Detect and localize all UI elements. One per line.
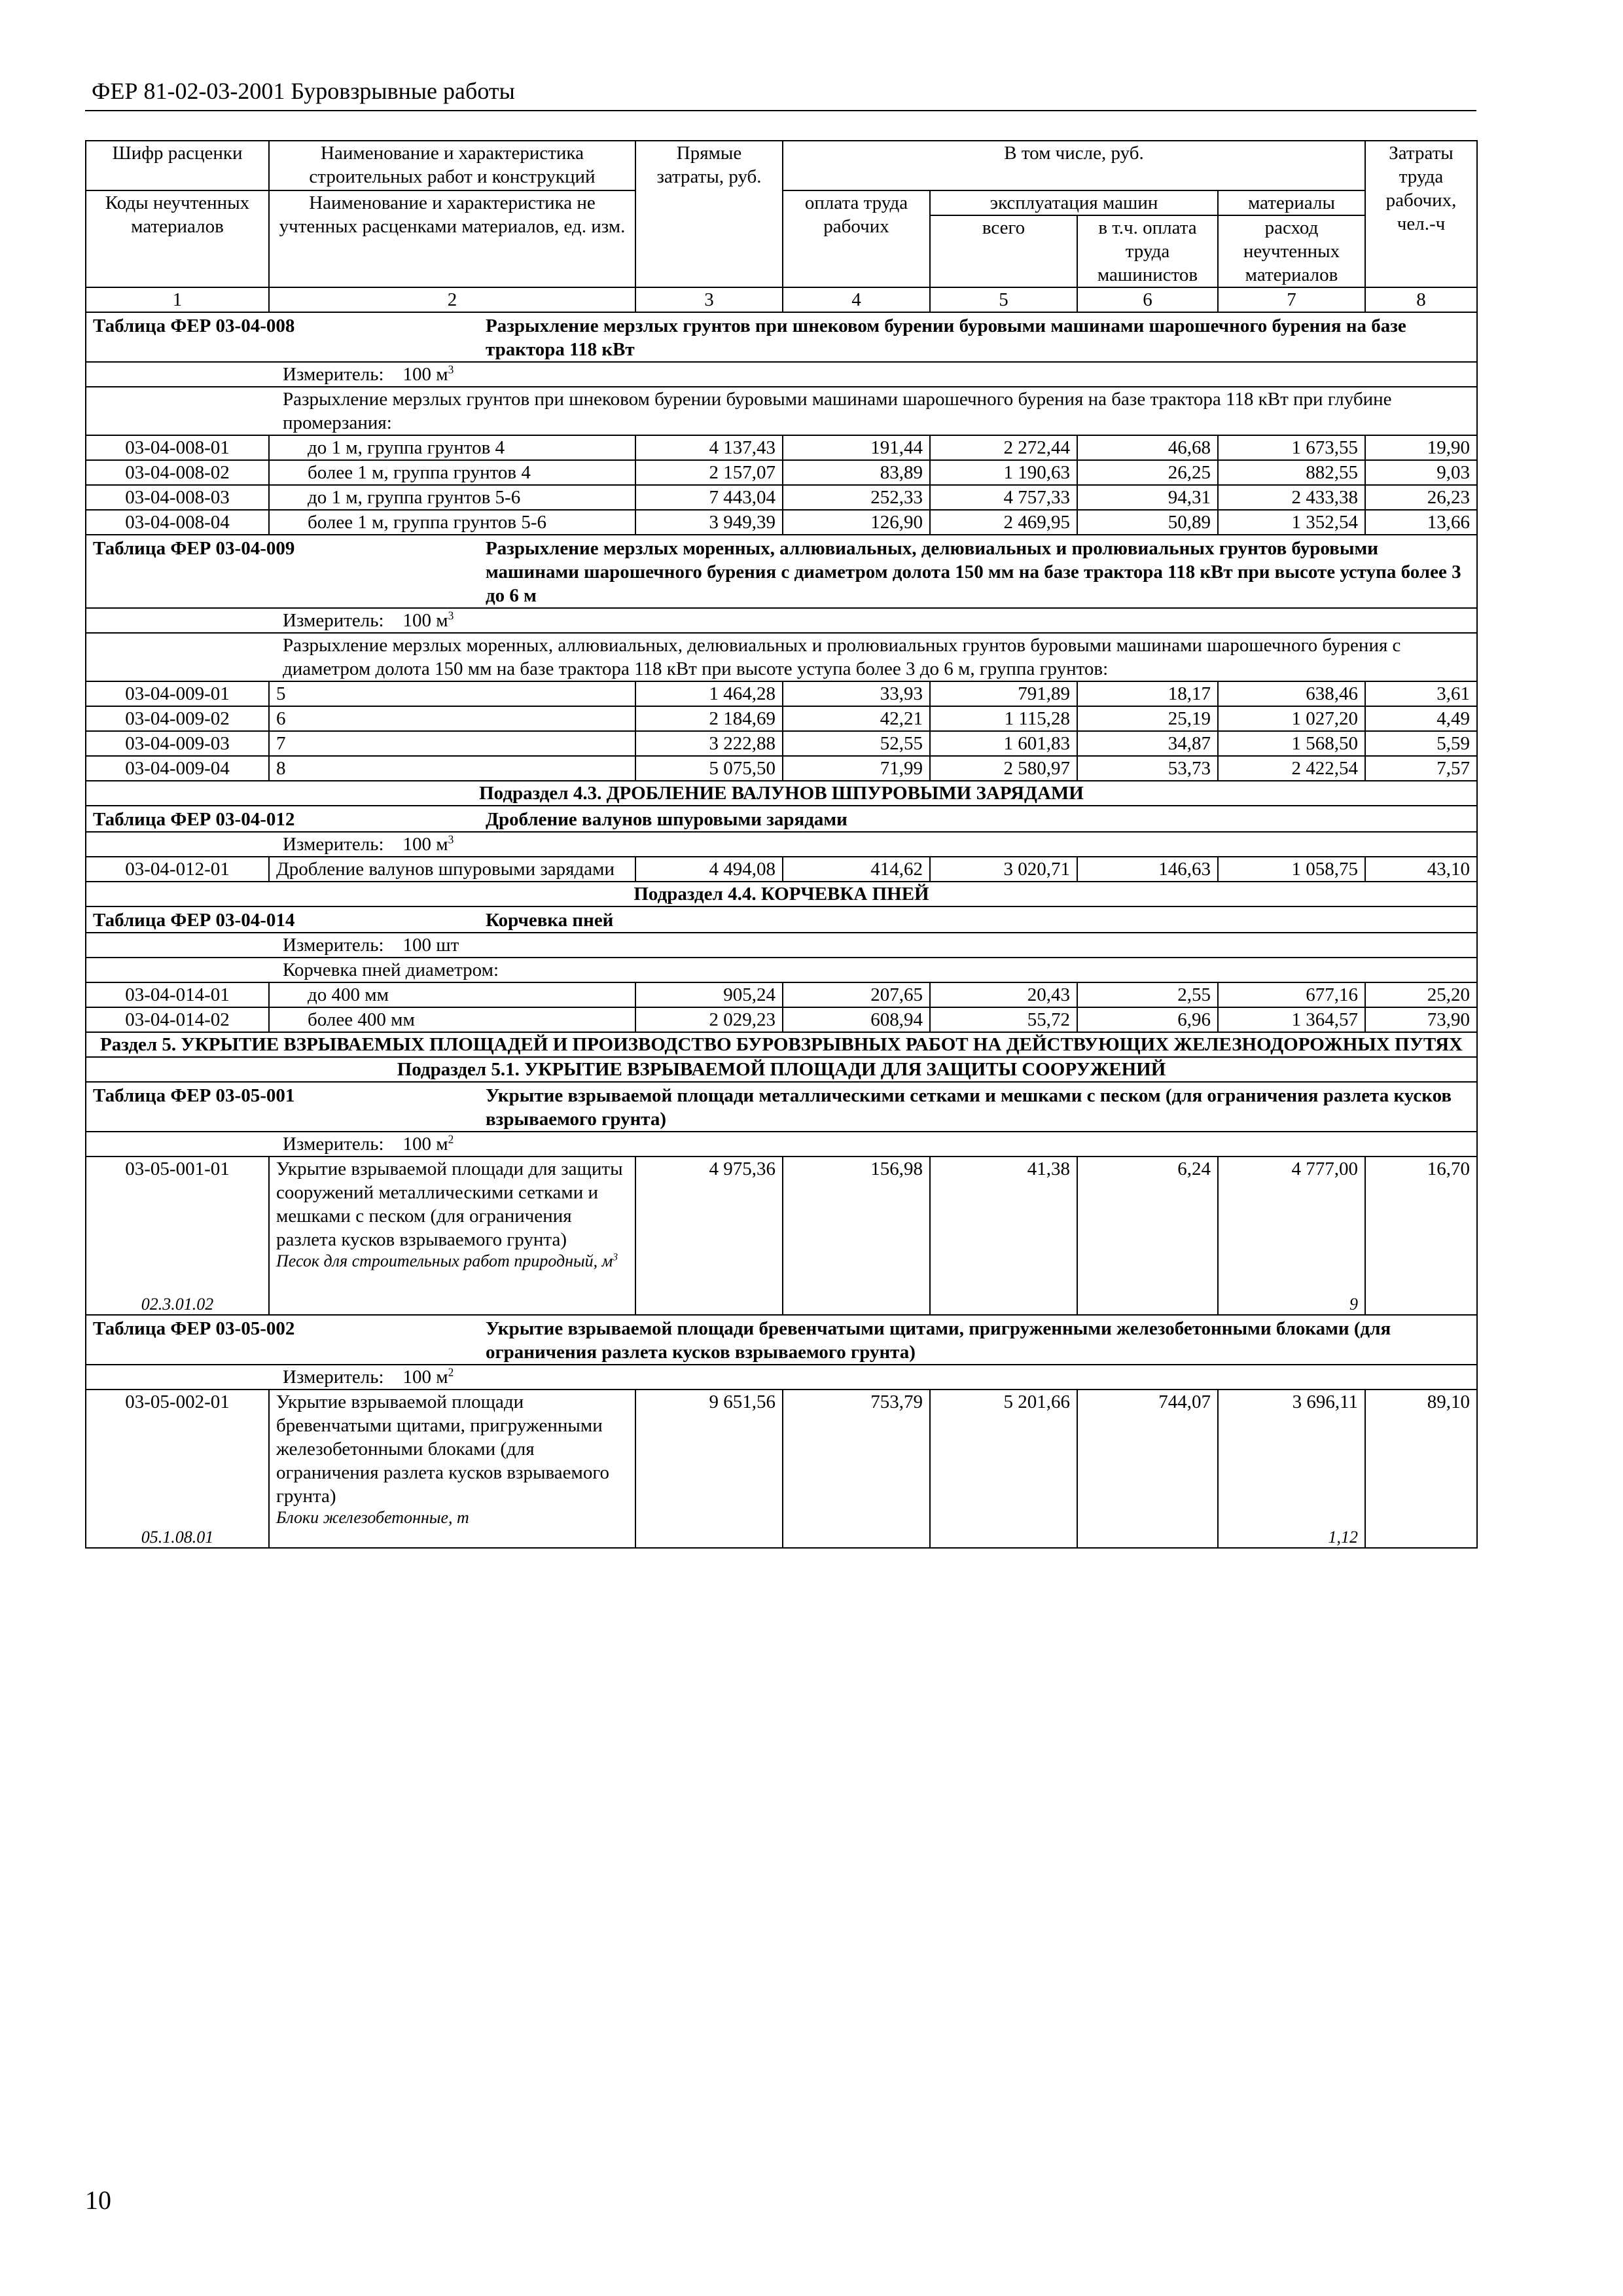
- measure-unit: 100 м: [402, 1134, 448, 1155]
- row-machines: 3 020,71: [930, 857, 1077, 882]
- row-machines: 1 190,63: [930, 460, 1077, 485]
- row-code: 03-04-008-03: [86, 485, 269, 510]
- table-title: [86, 1082, 1477, 1132]
- row-machines: 791,89: [930, 681, 1077, 706]
- row-machines: 2 580,97: [930, 756, 1077, 781]
- col-number: 1: [86, 287, 269, 312]
- row-direct: 2 184,69: [635, 706, 783, 731]
- measure-label: Измеритель:: [283, 935, 384, 956]
- row-machines: 41,38: [930, 1157, 1077, 1315]
- row-manhours: 3,61: [1365, 681, 1477, 706]
- table-row: [86, 731, 1477, 756]
- row-materials: 3 696,11 1,12: [1218, 1390, 1365, 1548]
- row-operators: 146,63: [1077, 857, 1218, 882]
- row-labor: 42,21: [783, 706, 930, 731]
- row-direct: 905,24: [635, 982, 783, 1007]
- col-number: 2: [269, 287, 635, 312]
- row-materials: 1 364,57: [1218, 1007, 1365, 1032]
- row-machines: 1 115,28: [930, 706, 1077, 731]
- row-direct: 4 975,36: [635, 1157, 783, 1315]
- row-operators: 6,96: [1077, 1007, 1218, 1032]
- row-materials: 1 058,75: [1218, 857, 1365, 882]
- measure-unit: 100 м: [402, 834, 448, 855]
- hdr-zatraty: Затраты труда рабочих, чел.-ч: [1365, 141, 1477, 287]
- row-direct: 4 137,43: [635, 435, 783, 460]
- row-machines: 2 272,44: [930, 435, 1077, 460]
- row-code: 03-04-014-01: [86, 982, 269, 1007]
- row-code: 03-04-008-01: [86, 435, 269, 460]
- hdr-vsego: всего: [930, 215, 1077, 287]
- measure-row: [86, 362, 1477, 387]
- row-manhours: 7,57: [1365, 756, 1477, 781]
- table-name: Разрыхление мерзлых моренных, аллювиальных, делювиальных и пролювиальных грунтов буровыми машинами шарошечного бурения с диаметром долота 150 мм на базе трактора 118 кВт при высоте уступа более 3 до 6 м: [486, 538, 1461, 606]
- row-manhours: 19,90: [1365, 435, 1477, 460]
- table-name: Разрыхление мерзлых грунтов при шнековом бурении буровыми машинами шарошечного бурения на базе трактора 118 кВт: [486, 315, 1406, 360]
- table-label: Таблица ФЕР 03-05-002: [93, 1318, 295, 1339]
- row-labor: 191,44: [783, 435, 930, 460]
- hdr-ekspl: эксплуатация машин: [930, 190, 1218, 215]
- row-manhours: 16,70: [1365, 1157, 1477, 1315]
- hdr-oplata: оплата труда рабочих: [783, 190, 930, 287]
- measure-unit: 100 м: [402, 1367, 448, 1388]
- row-direct: 2 157,07: [635, 460, 783, 485]
- table-row: [86, 681, 1477, 706]
- table-name: Укрытие взрываемой площади металлическими сетками и мешками с песком (для ограничения разлета кусков взрываемого грунта): [486, 1085, 1452, 1130]
- row-labor: 252,33: [783, 485, 930, 510]
- row-code: 03-05-001-01 02.3.01.02: [86, 1157, 269, 1315]
- row-direct: 9 651,56: [635, 1390, 783, 1548]
- hdr-vtch: в т.ч. оплата труда машинистов: [1077, 215, 1218, 287]
- col-number: 4: [783, 287, 930, 312]
- measure-unit: 100 м: [402, 610, 448, 631]
- measure-row: [86, 608, 1477, 633]
- running-head: ФЕР 81-02-03-2001 Буровзрывные работы: [92, 78, 515, 104]
- row-name: Укрытие взрываемой площади бревенчатыми щитами, пригруженными железобетонными блоками (для ограничения разлета кусков взрываемого грунта) Блоки железобетонные, т: [269, 1390, 635, 1548]
- row-materials: 2 422,54: [1218, 756, 1365, 781]
- header-rule: [85, 110, 1476, 111]
- row-operators: 94,31: [1077, 485, 1218, 510]
- row-name: 5: [269, 681, 635, 706]
- row-code: 03-05-002-01 05.1.08.01: [86, 1390, 269, 1548]
- row-machines: 20,43: [930, 982, 1077, 1007]
- row-machines: 2 469,95: [930, 510, 1077, 535]
- table-title: [86, 806, 1477, 832]
- row-name: более 1 м, группа грунтов 4: [269, 460, 635, 485]
- row-machines: 5 201,66: [930, 1390, 1077, 1548]
- row-name: до 400 мм: [269, 982, 635, 1007]
- subsection-heading: Подраздел 4.3. ДРОБЛЕНИЕ ВАЛУНОВ ШПУРОВЫМИ ЗАРЯДАМИ: [86, 781, 1477, 806]
- hdr-naim2: Наименование и характеристика не учтенных расценками материалов, ед. изм.: [269, 190, 635, 287]
- table-row: [86, 756, 1477, 781]
- row-manhours: 5,59: [1365, 731, 1477, 756]
- row-operators: 25,19: [1077, 706, 1218, 731]
- row-materials: 4 777,00 9: [1218, 1157, 1365, 1315]
- row-labor: 156,98: [783, 1157, 930, 1315]
- measure-sup: 3: [448, 609, 454, 622]
- row-direct: 3 949,39: [635, 510, 783, 535]
- measure-sup: 2: [448, 1132, 454, 1146]
- row-operators: 34,87: [1077, 731, 1218, 756]
- row-code: 03-04-008-02: [86, 460, 269, 485]
- table-title: [86, 1315, 1477, 1365]
- row-code: 03-04-012-01: [86, 857, 269, 882]
- row-direct: 1 464,28: [635, 681, 783, 706]
- row-labor: 207,65: [783, 982, 930, 1007]
- row-name: 7: [269, 731, 635, 756]
- measure-label: Измеритель:: [283, 610, 384, 631]
- table-label: Таблица ФЕР 03-04-009: [93, 538, 295, 559]
- price-table: [85, 140, 1478, 1549]
- row-materials: 1 027,20: [1218, 706, 1365, 731]
- row-materials: 1 568,50: [1218, 731, 1365, 756]
- measure-label: Измеритель:: [283, 1134, 384, 1155]
- table-row: [86, 1007, 1477, 1032]
- col-number: 5: [930, 287, 1077, 312]
- measure-row: [86, 933, 1477, 958]
- table-description: Корчевка пней диаметром:: [86, 958, 1477, 982]
- table-row: [86, 706, 1477, 731]
- row-labor: 83,89: [783, 460, 930, 485]
- row-code: 03-04-008-04: [86, 510, 269, 535]
- row-operators: 53,73: [1077, 756, 1218, 781]
- measure-row: [86, 1365, 1477, 1390]
- material-qty: 1,12: [1328, 1528, 1358, 1547]
- row-operators: 50,89: [1077, 510, 1218, 535]
- measure-label: Измеритель:: [283, 1367, 384, 1388]
- table-label: Таблица ФЕР 03-04-014: [93, 910, 295, 931]
- row-operators: 18,17: [1077, 681, 1218, 706]
- row-name: 6: [269, 706, 635, 731]
- measure-unit: 100 шт: [402, 935, 459, 956]
- row-direct: 5 075,50: [635, 756, 783, 781]
- row-name: более 1 м, группа грунтов 5-6: [269, 510, 635, 535]
- row-manhours: 73,90: [1365, 1007, 1477, 1032]
- table-row: [86, 460, 1477, 485]
- page-number: 10: [85, 2185, 111, 2215]
- row-materials: 2 433,38: [1218, 485, 1365, 510]
- row-operators: 744,07: [1077, 1390, 1218, 1548]
- table-title: [86, 906, 1477, 933]
- table-row: [86, 1390, 1477, 1548]
- material-name: Блоки железобетонные, т: [276, 1508, 469, 1527]
- row-labor: 753,79: [783, 1390, 930, 1548]
- subsection-heading: Подраздел 5.1. УКРЫТИЕ ВЗРЫВАЕМОЙ ПЛОЩАДИ ДЛЯ ЗАЩИТЫ СООРУЖЕНИЙ: [86, 1057, 1477, 1082]
- row-name: до 1 м, группа грунтов 4: [269, 435, 635, 460]
- col-number: 6: [1077, 287, 1218, 312]
- material-qty: 9: [1349, 1295, 1358, 1314]
- row-name: Дробление валунов шпуровыми зарядами: [269, 857, 635, 882]
- hdr-materialy: материалы: [1218, 190, 1365, 215]
- row-code: 03-04-009-02: [86, 706, 269, 731]
- col-number: 8: [1365, 287, 1477, 312]
- row-labor: 126,90: [783, 510, 930, 535]
- row-name: более 400 мм: [269, 1007, 635, 1032]
- row-labor: 52,55: [783, 731, 930, 756]
- row-operators: 6,24: [1077, 1157, 1218, 1315]
- table-description: Разрыхление мерзлых моренных, аллювиальных, делювиальных и пролювиальных грунтов буровыми машинами шарошечного бурения с диаметром долота 150 мм на базе трактора 118 кВт при высоте уступа более 3 до 6 м, группа грунтов:: [86, 633, 1477, 681]
- row-labor: 414,62: [783, 857, 930, 882]
- row-direct: 4 494,08: [635, 857, 783, 882]
- row-manhours: 9,03: [1365, 460, 1477, 485]
- row-manhours: 43,10: [1365, 857, 1477, 882]
- row-machines: 1 601,83: [930, 731, 1077, 756]
- row-name: 8: [269, 756, 635, 781]
- row-name: Укрытие взрываемой площади для защиты сооружений металлическими сетками и мешками с песком (для ограничения разлета кусков взрываемого грунта) Песок для строительных работ природный, $м^3$: [269, 1157, 635, 1315]
- row-labor: 33,93: [783, 681, 930, 706]
- row-code: 03-04-009-01: [86, 681, 269, 706]
- row-materials: 1 673,55: [1218, 435, 1365, 460]
- row-operators: 2,55: [1077, 982, 1218, 1007]
- row-operators: 46,68: [1077, 435, 1218, 460]
- table-title: [86, 535, 1477, 608]
- row-direct: 7 443,04: [635, 485, 783, 510]
- hdr-kody: Коды неучтенных материалов: [86, 190, 269, 287]
- row-manhours: 26,23: [1365, 485, 1477, 510]
- material-code: 02.3.01.02: [141, 1295, 214, 1314]
- table-label: Таблица ФЕР 03-04-012: [93, 809, 295, 830]
- section-heading: Раздел 5. УКРЫТИЕ ВЗРЫВАЕМЫХ ПЛОЩАДЕЙ И ПРОИЗВОДСТВО БУРОВЗРЫВНЫХ РАБОТ НА ДЕЙСТВУЮЩИХ ЖЕЛЕЗНОДОРОЖНЫХ ПУТЯХ: [86, 1032, 1477, 1057]
- table-description: Разрыхление мерзлых грунтов при шнековом бурении буровыми машинами шарошечного бурения на базе трактора 118 кВт при глубине промерзания:: [86, 387, 1477, 435]
- hdr-rashod: расход неучтенных материалов: [1218, 215, 1365, 287]
- row-materials: 677,16: [1218, 982, 1365, 1007]
- col-number: 3: [635, 287, 783, 312]
- subsection-heading: Подраздел 4.4. КОРЧЕВКА ПНЕЙ: [86, 882, 1477, 906]
- row-operators: 26,25: [1077, 460, 1218, 485]
- table-title: [86, 312, 1477, 362]
- row-code: 03-04-014-02: [86, 1007, 269, 1032]
- row-manhours: 4,49: [1365, 706, 1477, 731]
- row-materials: 1 352,54: [1218, 510, 1365, 535]
- row-manhours: 89,10: [1365, 1390, 1477, 1548]
- row-machines: 4 757,33: [930, 485, 1077, 510]
- measure-sup: 2: [448, 1365, 454, 1379]
- table-row: [86, 1157, 1477, 1315]
- table-name: Дробление валунов шпуровыми зарядами: [486, 809, 847, 830]
- row-manhours: 13,66: [1365, 510, 1477, 535]
- measure-label: Измеритель:: [283, 364, 384, 385]
- table-label: Таблица ФЕР 03-05-001: [93, 1085, 295, 1106]
- row-manhours: 25,20: [1365, 982, 1477, 1007]
- row-code: 03-04-009-04: [86, 756, 269, 781]
- table-name: Укрытие взрываемой площади бревенчатыми щитами, пригруженными железобетонными блоками (для ограничения разлета кусков взрываемого грунта): [486, 1318, 1391, 1363]
- material-name: Песок для строительных работ природный, $м^3$: [276, 1251, 618, 1270]
- hdr-pryamye: Прямые затраты, руб.: [635, 141, 783, 287]
- row-labor: 71,99: [783, 756, 930, 781]
- row-direct: 3 222,88: [635, 731, 783, 756]
- measure-sup: 3: [448, 833, 454, 846]
- row-labor: 608,94: [783, 1007, 930, 1032]
- measure-row: [86, 1132, 1477, 1157]
- table-row: [86, 982, 1477, 1007]
- material-code: 05.1.08.01: [141, 1528, 214, 1547]
- row-machines: 55,72: [930, 1007, 1077, 1032]
- row-code: 03-04-009-03: [86, 731, 269, 756]
- table-row: [86, 435, 1477, 460]
- row-name: до 1 м, группа грунтов 5-6: [269, 485, 635, 510]
- table-label: Таблица ФЕР 03-04-008: [93, 315, 295, 336]
- row-materials: 638,46: [1218, 681, 1365, 706]
- table-row: [86, 485, 1477, 510]
- measure-row: [86, 832, 1477, 857]
- measure-unit: 100 м: [402, 364, 448, 385]
- measure-sup: 3: [448, 363, 454, 376]
- table-row: [86, 857, 1477, 882]
- hdr-naim1: Наименование и характеристика строительных работ и конструкций: [269, 141, 635, 190]
- table-name: Корчевка пней: [486, 910, 614, 931]
- col-number: 7: [1218, 287, 1365, 312]
- hdr-shifr: Шифр расценки: [86, 141, 269, 190]
- table-row: [86, 510, 1477, 535]
- row-direct: 2 029,23: [635, 1007, 783, 1032]
- measure-label: Измеритель:: [283, 834, 384, 855]
- hdr-v-tom: В том числе, руб.: [783, 141, 1365, 190]
- row-materials: 882,55: [1218, 460, 1365, 485]
